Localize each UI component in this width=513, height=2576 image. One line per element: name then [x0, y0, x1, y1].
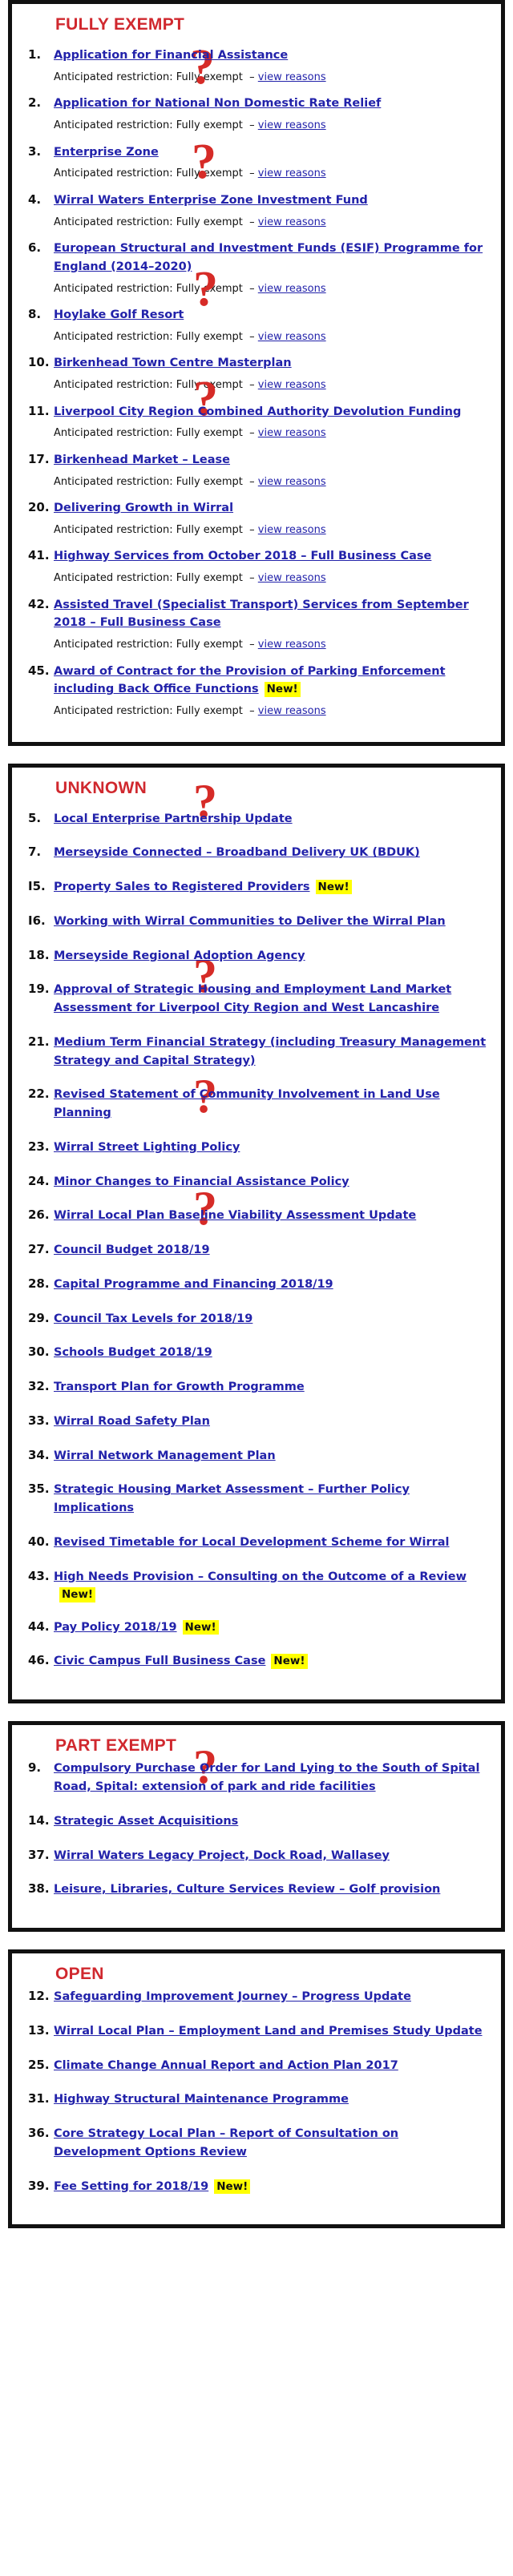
item-title-link[interactable]: Compulsory Purchase Order for Land Lying to the South of Spital Road, Spital: extension of park and ride facilities	[54, 1762, 480, 1793]
item-body	[54, 1378, 491, 1397]
list-item	[22, 1086, 491, 1123]
question-mark-overlay: ?	[193, 372, 218, 426]
item-number: 43.	[28, 1568, 50, 1583]
view-reasons-link[interactable]: view reasons	[257, 282, 326, 295]
list-item	[22, 1207, 491, 1225]
item-title-link[interactable]: Liverpool City Region Combined Authority Devolution Funding	[54, 405, 462, 418]
item-number: 18.	[28, 947, 50, 962]
restriction-separator	[243, 331, 249, 343]
item-body	[54, 403, 491, 421]
item-body	[54, 143, 491, 162]
list-item	[22, 2057, 491, 2075]
item-title-link[interactable]: Leisure, Libraries, Culture Services Review – Golf provision	[54, 1883, 441, 1897]
sections-container	[8, 0, 505, 2228]
item-title-link[interactable]: Wirral Local Plan Baseline Viability Assessment Update	[54, 1209, 417, 1223]
item-body	[54, 596, 491, 633]
item-body	[54, 810, 491, 828]
item-title-link[interactable]: Birkenhead Market – Lease	[54, 453, 231, 466]
item-title-link[interactable]: Revised Timetable for Local Development Scheme for Wirral	[54, 1535, 450, 1549]
restriction-dash: –	[249, 119, 255, 132]
anticipated-restriction	[54, 425, 491, 441]
item-number: 10.	[28, 355, 50, 370]
restriction-separator	[243, 572, 249, 584]
list-item	[22, 2022, 491, 2041]
restriction-separator	[243, 524, 249, 536]
item-number: 41.	[28, 548, 50, 563]
view-reasons-link[interactable]: view reasons	[257, 705, 326, 718]
item-title-link[interactable]: Birkenhead Town Centre Masterplan	[54, 357, 292, 370]
list-item	[22, 1568, 491, 1602]
item-title-link[interactable]: Award of Contract for the Provision of Parking Enforcement including Back Office Functions	[54, 664, 446, 696]
item-body	[54, 1760, 491, 1796]
list-item	[22, 451, 491, 470]
item-body	[54, 2090, 491, 2109]
question-mark-overlay: ?	[193, 774, 217, 828]
item-title-link[interactable]: Council Budget 2018/19	[54, 1244, 210, 1257]
view-reasons-link[interactable]: view reasons	[257, 167, 326, 180]
item-title-link[interactable]: Core Strategy Local Plan – Report of Consultation on Development Options Review	[54, 2127, 399, 2159]
restriction-separator	[243, 476, 249, 488]
item-number: 2.	[28, 95, 42, 111]
list-item	[22, 499, 491, 518]
item-body	[54, 2057, 491, 2075]
item-number: 5.	[28, 810, 42, 825]
section-heading-unknown: UNKNOWN	[55, 778, 147, 797]
list-item	[22, 2090, 491, 2109]
item-number: 29.	[28, 1310, 50, 1325]
anticipated-restriction	[54, 703, 491, 720]
item-number: 45.	[28, 663, 50, 678]
item-title-link[interactable]: Civic Campus Full Business Case	[54, 1655, 266, 1668]
anticipated-restriction	[54, 637, 491, 653]
item-body	[54, 354, 491, 373]
new-badge: New!	[316, 880, 352, 894]
list-item	[22, 1534, 491, 1552]
item-number: 39.	[28, 2178, 50, 2193]
list-item	[22, 143, 491, 162]
item-title-link[interactable]: Delivering Growth in Wirral	[54, 502, 234, 515]
item-title-link[interactable]: Wirral Waters Enterprise Zone Investment Fund	[54, 193, 368, 207]
restriction-text: Anticipated restriction: Fully exempt	[54, 330, 243, 343]
anticipated-restriction	[54, 329, 491, 345]
anticipated-restriction	[54, 474, 491, 490]
new-badge: New!	[265, 682, 301, 696]
list-item	[22, 547, 491, 566]
list-item	[22, 1413, 491, 1431]
item-number: 22.	[28, 1086, 50, 1102]
item-number: 32.	[28, 1379, 50, 1394]
list-item	[22, 2125, 491, 2162]
item-title-link[interactable]: Highway Structural Maintenance Programme	[54, 2093, 349, 2106]
item-number: 11.	[28, 403, 50, 418]
view-reasons-link[interactable]: view reasons	[257, 379, 326, 392]
item-body	[54, 2178, 491, 2196]
item-number: 33.	[28, 1413, 50, 1428]
item-title-link[interactable]: Wirral Road Safety Plan	[54, 1414, 210, 1428]
restriction-dash: –	[249, 639, 255, 651]
list-item	[22, 596, 491, 633]
item-body	[54, 1881, 491, 1899]
section-heading-part-exempt: PART EXEMPT	[55, 1736, 177, 1756]
question-mark-overlay: ?	[193, 1181, 217, 1235]
item-title-link[interactable]: Wirral Street Lighting Policy	[54, 1140, 240, 1154]
restriction-text: Anticipated restriction: Fully exempt	[54, 379, 243, 392]
view-reasons-link[interactable]: view reasons	[257, 523, 326, 536]
list-item	[22, 1988, 491, 2006]
item-body	[54, 1619, 491, 1637]
item-title-link[interactable]: Wirral Waters Legacy Project, Dock Road, Wallasey	[54, 1848, 390, 1862]
item-body	[54, 2022, 491, 2041]
item-title-link[interactable]: Revised Statement of Community Involvement in Land Use Planning	[54, 1088, 440, 1120]
item-body	[54, 1207, 491, 1225]
item-body	[54, 1812, 491, 1831]
item-number: 26.	[28, 1207, 50, 1223]
restriction-text: Anticipated restriction: Fully exempt	[54, 282, 243, 295]
item-number: 20.	[28, 500, 50, 515]
list-item	[22, 2178, 491, 2196]
item-number: 8.	[28, 307, 42, 322]
item-number: 12.	[28, 1989, 50, 2004]
item-body	[54, 1568, 491, 1602]
item-title-link[interactable]: European Structural and Investment Funds (ESIF) Programme for England (2014–2020)	[54, 242, 483, 273]
view-reasons-link[interactable]: view reasons	[257, 216, 326, 228]
restriction-text: Anticipated restriction: Fully exempt	[54, 523, 243, 536]
restriction-text: Anticipated restriction: Fully exempt	[54, 475, 243, 488]
restriction-dash: –	[249, 523, 255, 536]
item-body	[54, 1988, 491, 2006]
list-item	[22, 913, 491, 931]
item-number: 6.	[28, 240, 42, 256]
restriction-text: Anticipated restriction: Fully exempt	[54, 119, 243, 132]
restriction-text: Anticipated restriction: Fully exempt	[54, 427, 243, 440]
question-mark-overlay: ?	[190, 40, 215, 95]
item-body	[54, 913, 491, 931]
restriction-dash: –	[249, 282, 255, 295]
item-body	[54, 844, 491, 862]
list-item	[22, 981, 491, 1018]
section-panel-fully-exempt	[8, 0, 505, 746]
restriction-text: Anticipated restriction: Fully exempt	[54, 71, 243, 83]
list-item	[22, 1760, 491, 1796]
item-title-link[interactable]: Strategic Asset Acquisitions	[54, 1814, 239, 1828]
item-number: 1.	[28, 47, 42, 62]
section-heading-open: OPEN	[55, 1965, 104, 1983]
question-mark-overlay: ?	[193, 949, 217, 1002]
list-item	[22, 1481, 491, 1518]
item-body	[54, 451, 491, 470]
restriction-separator	[243, 379, 249, 391]
item-number: 28.	[28, 1276, 50, 1291]
item-body	[54, 1344, 491, 1362]
item-body	[54, 1481, 491, 1518]
anticipated-restriction	[54, 166, 491, 182]
item-title-link[interactable]: Climate Change Annual Report and Action Plan 2017	[54, 2058, 398, 2072]
view-reasons-link[interactable]: view reasons	[257, 71, 326, 83]
list-item	[22, 1447, 491, 1465]
item-title-link[interactable]: Strategic Housing Market Assessment – Further Policy Implications	[54, 1483, 410, 1515]
item-title-link[interactable]: Approval of Strategic Housing and Employment Land Market Assessment for Liverpool City Region and West Lancashire	[54, 983, 452, 1015]
list-item	[22, 1652, 491, 1671]
view-reasons-link[interactable]: view reasons	[257, 330, 326, 343]
item-number: 34.	[28, 1447, 50, 1462]
list-item	[22, 1847, 491, 1865]
item-body	[54, 2125, 491, 2162]
anticipated-restriction	[54, 570, 491, 587]
anticipated-restriction	[54, 118, 491, 134]
restriction-dash: –	[249, 379, 255, 392]
list-item	[22, 1619, 491, 1637]
restriction-text: Anticipated restriction: Fully exempt	[54, 705, 243, 718]
item-title-link[interactable]: Application for Financial Assistance	[54, 49, 289, 62]
list-item	[22, 46, 491, 65]
item-number: 24.	[28, 1173, 50, 1188]
item-number: 19.	[28, 982, 50, 997]
list-item	[22, 1139, 491, 1157]
section-panel-unknown	[8, 764, 505, 1704]
restriction-separator	[243, 119, 249, 131]
item-body	[54, 499, 491, 518]
list-item	[22, 191, 491, 210]
restriction-text: Anticipated restriction: Fully exempt	[54, 216, 243, 228]
item-number: 3.	[28, 143, 42, 159]
item-number: 27.	[28, 1242, 50, 1257]
restriction-text: Anticipated restriction: Fully exempt	[54, 639, 243, 651]
item-body	[54, 1413, 491, 1431]
anticipated-restriction	[54, 70, 491, 86]
list-item	[22, 1173, 491, 1191]
list-item	[22, 240, 491, 276]
section-heading-fully-exempt: FULLY EXEMPT	[55, 15, 185, 34]
item-number: I5.	[28, 879, 46, 894]
list-item	[22, 95, 491, 113]
item-body	[54, 1173, 491, 1191]
restriction-text: Anticipated restriction: Fully exempt	[54, 167, 243, 180]
restriction-separator	[243, 216, 249, 228]
list-item	[22, 663, 491, 699]
anticipated-restriction	[54, 522, 491, 538]
item-body	[54, 878, 491, 897]
item-title-link[interactable]: Merseyside Regional Adoption Agency	[54, 949, 305, 962]
item-number: 21.	[28, 1034, 50, 1049]
item-body	[54, 1241, 491, 1260]
item-body	[54, 663, 491, 699]
item-number: 36.	[28, 2126, 50, 2141]
question-mark-overlay: ?	[193, 1069, 217, 1123]
restriction-dash: –	[249, 167, 255, 180]
item-title-link[interactable]: Medium Term Financial Strategy (including Treasury Management Strategy and Capital Strategy)	[54, 1035, 487, 1067]
item-title-link[interactable]: Safeguarding Improvement Journey – Progress Update	[54, 1990, 411, 2004]
restriction-dash: –	[249, 330, 255, 343]
item-body	[54, 46, 491, 65]
item-title-link[interactable]: Application for National Non Domestic Rate Relief	[54, 97, 382, 111]
item-body	[54, 306, 491, 325]
item-title-link[interactable]: Property Sales to Registered Providers	[54, 881, 310, 894]
item-number: 13.	[28, 2022, 50, 2038]
restriction-separator	[243, 427, 249, 439]
question-mark-overlay: ?	[192, 135, 216, 189]
restriction-dash: –	[249, 71, 255, 83]
item-title-link[interactable]: Fee Setting for 2018/19	[54, 2179, 209, 2193]
list-item	[22, 306, 491, 325]
item-number: 37.	[28, 1847, 50, 1862]
section-panel-open	[8, 1949, 505, 2228]
item-title-link[interactable]: Local Enterprise Partnership Update	[54, 812, 293, 825]
item-body	[54, 1034, 491, 1070]
view-reasons-link[interactable]: view reasons	[257, 475, 326, 488]
item-number: 40.	[28, 1534, 50, 1549]
item-body	[54, 1534, 491, 1552]
item-title-link[interactable]: Schools Budget 2018/19	[54, 1346, 212, 1360]
view-reasons-link[interactable]: view reasons	[257, 427, 326, 440]
question-mark-overlay: ?	[193, 262, 218, 316]
item-number: 31.	[28, 2091, 50, 2106]
restriction-separator	[243, 167, 249, 179]
item-number: 25.	[28, 2057, 50, 2072]
item-title-link[interactable]: Enterprise Zone	[54, 145, 159, 159]
item-title-link[interactable]: High Needs Provision – Consulting on the Outcome of a Review	[54, 1570, 467, 1583]
item-title-link[interactable]: Capital Programme and Financing 2018/19	[54, 1277, 333, 1291]
item-title-link[interactable]: Highway Services from October 2018 – Full Business Case	[54, 550, 432, 563]
restriction-dash: –	[249, 705, 255, 718]
view-reasons-link[interactable]: view reasons	[257, 119, 326, 132]
item-number: 42.	[28, 596, 50, 611]
item-title-link[interactable]: Wirral Local Plan – Employment Land and Premises Study Update	[54, 2024, 483, 2038]
item-number: 35.	[28, 1482, 50, 1497]
item-number: 4.	[28, 191, 42, 207]
list-item	[22, 1812, 491, 1831]
restriction-text: Anticipated restriction: Fully exempt	[54, 572, 243, 585]
list-item	[22, 947, 491, 965]
item-title-link[interactable]: Assisted Travel (Specialist Transport) Services from September 2018 – Full Business Case	[54, 598, 469, 630]
list-item	[22, 810, 491, 828]
item-body	[54, 95, 491, 113]
item-title-link[interactable]: Wirral Network Management Plan	[54, 1449, 276, 1462]
restriction-separator	[243, 283, 249, 295]
restriction-dash: –	[249, 216, 255, 228]
restriction-dash: –	[249, 427, 255, 440]
list-item	[22, 354, 491, 373]
anticipated-restriction	[54, 377, 491, 393]
item-title-link[interactable]: Working with Wirral Communities to Deliver the Wirral Plan	[54, 914, 446, 928]
restriction-separator	[243, 705, 249, 717]
item-body	[54, 981, 491, 1018]
anticipated-restriction	[54, 281, 491, 297]
list-item	[22, 1881, 491, 1899]
restriction-dash: –	[249, 475, 255, 488]
item-number: 46.	[28, 1653, 50, 1668]
item-number: 23.	[28, 1139, 50, 1154]
list-item	[22, 1241, 491, 1260]
item-body	[54, 1276, 491, 1294]
list-item	[22, 1276, 491, 1294]
item-number: 17.	[28, 451, 50, 466]
new-badge: New!	[271, 1654, 307, 1668]
item-body	[54, 1139, 491, 1157]
item-body	[54, 240, 491, 276]
item-body	[54, 1447, 491, 1465]
item-title-link[interactable]: Merseyside Connected – Broadband Delivery UK (BDUK)	[54, 846, 420, 860]
restriction-dash: –	[249, 572, 255, 585]
item-title-link[interactable]: Council Tax Levels for 2018/19	[54, 1312, 253, 1325]
anticipated-restriction	[54, 215, 491, 231]
item-title-link[interactable]: Transport Plan for Growth Programme	[54, 1381, 305, 1394]
section-panel-part-exempt	[8, 1721, 505, 1932]
question-mark-overlay: ?	[193, 1740, 217, 1794]
item-number: 30.	[28, 1344, 50, 1360]
item-title-link[interactable]: Pay Policy 2018/19	[54, 1620, 177, 1634]
list-item	[22, 1310, 491, 1328]
item-body	[54, 1847, 491, 1865]
list-item	[22, 844, 491, 862]
item-number: 14.	[28, 1812, 50, 1828]
list-item	[22, 403, 491, 421]
item-body	[54, 1652, 491, 1671]
item-body	[54, 1086, 491, 1123]
list-item	[22, 1378, 491, 1397]
new-badge: New!	[214, 2179, 250, 2194]
item-number: 7.	[28, 845, 42, 860]
new-badge: New!	[59, 1587, 95, 1602]
view-reasons-link[interactable]: view reasons	[257, 572, 326, 585]
item-number: 9.	[28, 1760, 42, 1776]
restriction-separator	[243, 639, 249, 651]
list-item	[22, 1034, 491, 1070]
item-body	[54, 1310, 491, 1328]
item-body	[54, 191, 491, 210]
item-body	[54, 547, 491, 566]
view-reasons-link[interactable]: view reasons	[257, 639, 326, 651]
list-item	[22, 1344, 491, 1362]
item-title-link[interactable]: Minor Changes to Financial Assistance Policy	[54, 1175, 349, 1188]
item-number: 38.	[28, 1881, 50, 1897]
item-number: I6.	[28, 913, 46, 928]
new-badge: New!	[183, 1620, 219, 1635]
restriction-separator	[243, 71, 249, 83]
item-body	[54, 947, 491, 965]
list-item	[22, 878, 491, 897]
item-number: 44.	[28, 1619, 50, 1634]
item-title-link[interactable]: Hoylake Golf Resort	[54, 308, 184, 322]
